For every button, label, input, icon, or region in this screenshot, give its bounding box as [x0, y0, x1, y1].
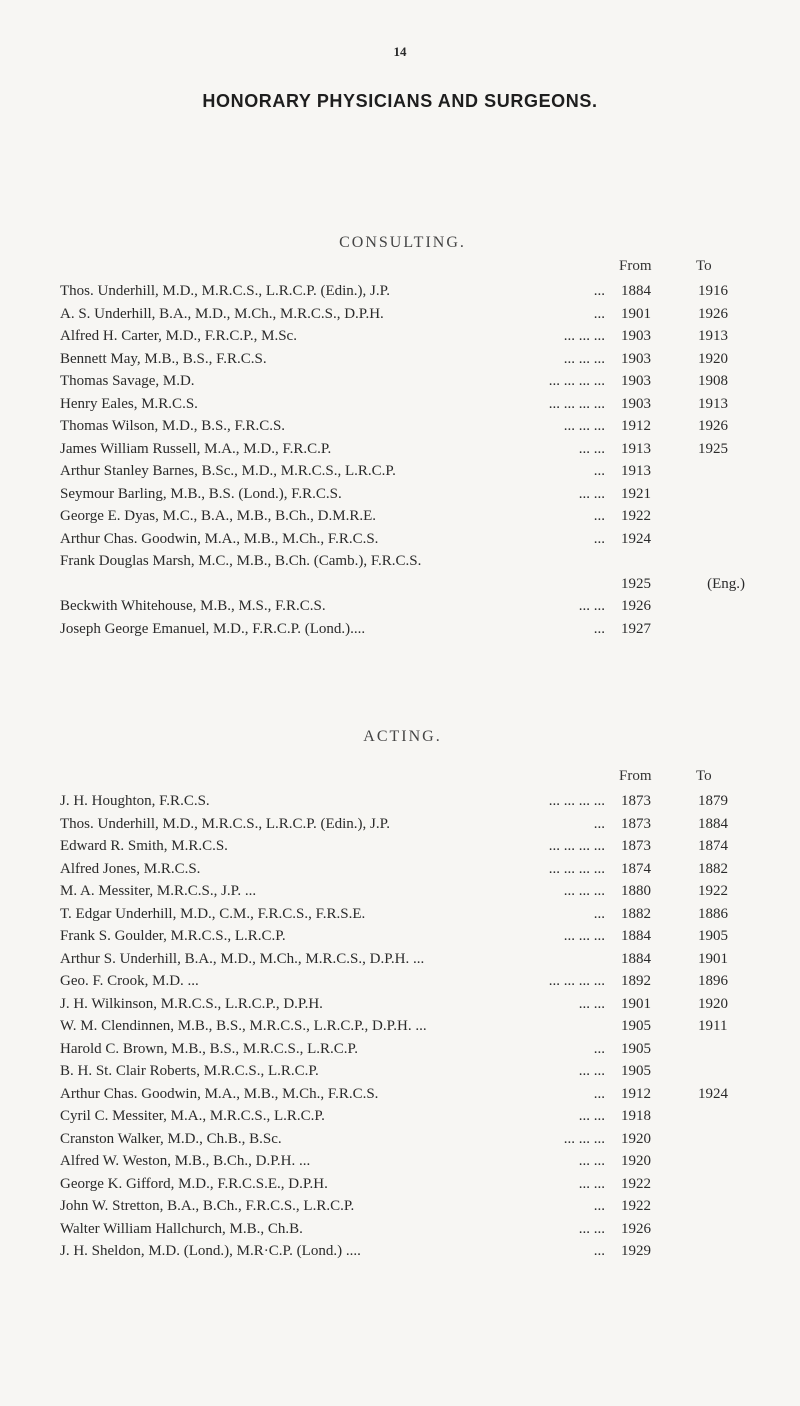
acting-heading: ACTING. — [363, 728, 442, 745]
leader-dots: ... ... — [578, 440, 605, 457]
from-year: 1913 — [621, 440, 651, 457]
to-year: 1901 — [698, 950, 728, 967]
physician-name: Alfred Jones, M.R.C.S. — [60, 860, 201, 877]
from-year: 1873 — [621, 793, 651, 809]
physician-name: W. M. Clendinnen, M.B., B.S., M.R.C.S., L.R.C.P., D.P.H. ... — [60, 1018, 427, 1034]
list-item — [60, 415, 745, 438]
from-year: 1920 — [621, 1153, 651, 1169]
list-item — [60, 925, 745, 948]
col-to-header: To — [696, 768, 712, 784]
list-item — [60, 505, 745, 528]
from-year: 1918 — [621, 1108, 651, 1124]
list-item — [60, 1240, 745, 1263]
leader-dots: ... ... — [578, 1175, 605, 1192]
list-item — [60, 550, 745, 573]
physician-name: Alfred W. Weston, M.B., B.Ch., D.P.H. ... — [60, 1153, 311, 1169]
leader-dots: ... ... ... ... — [548, 838, 605, 854]
list-item — [60, 573, 745, 596]
consulting-heading: CONSULTING. — [339, 234, 466, 251]
leader-dots: ... ... ... — [563, 1130, 605, 1147]
acting-section — [60, 728, 745, 1263]
leader-dots: ... — [593, 620, 605, 637]
physician-name: Henry Eales, M.R.C.S. — [60, 395, 198, 412]
from-year: 1920 — [621, 1130, 651, 1147]
physician-name: Thomas Wilson, M.D., B.S., F.R.C.S. — [60, 418, 286, 434]
leader-dots: ... ... ... — [563, 350, 605, 367]
leader-dots: ... — [593, 1198, 605, 1214]
physician-name: Frank Douglas Marsh, M.C., M.B., B.Ch. (Camb.), F.R.C.S. — [60, 553, 422, 569]
acting-column-headers — [60, 768, 745, 790]
list-item — [60, 528, 745, 551]
leader-dots: ... ... — [578, 1108, 605, 1124]
from-year: 1913 — [621, 463, 651, 479]
from-year: 1901 — [621, 995, 651, 1012]
physician-name: George E. Dyas, M.C., B.A., M.B., B.Ch., D.M.R.E. — [60, 508, 376, 524]
list-item — [60, 1083, 745, 1106]
to-year: 1874 — [698, 838, 728, 854]
to-year: 1882 — [698, 860, 728, 877]
leader-dots: ... ... — [578, 485, 605, 502]
from-year: 1874 — [621, 860, 651, 877]
leader-dots: ... ... ... ... — [548, 373, 605, 389]
physician-name: T. Edgar Underhill, M.D., C.M., F.R.C.S., F.R.S.E. — [60, 905, 366, 922]
leader-dots: ... ... — [578, 1063, 605, 1079]
to-year: 1922 — [698, 883, 728, 899]
from-year: 1926 — [621, 598, 651, 614]
list-item — [60, 1173, 745, 1196]
from-year: 1884 — [621, 928, 651, 944]
physician-name: Arthur Chas. Goodwin, M.A., M.B., M.Ch., F.R.C.S. — [60, 1085, 379, 1102]
from-year: 1905 — [621, 1040, 651, 1057]
leader-dots: ... — [593, 1085, 605, 1102]
from-year: 1901 — [621, 305, 651, 322]
leader-dots: ... ... ... ... — [548, 973, 605, 989]
to-year: 1908 — [698, 373, 728, 389]
leader-dots: ... — [593, 508, 605, 524]
leader-dots: ... ... ... — [563, 883, 605, 899]
list-item — [60, 618, 745, 641]
list-item — [60, 370, 745, 393]
leader-dots: ... — [593, 1243, 605, 1259]
to-year: 1886 — [698, 905, 728, 922]
list-item — [60, 948, 745, 971]
to-year: 1879 — [698, 793, 728, 809]
from-year: 1884 — [621, 283, 651, 299]
physician-name: M. A. Messiter, M.R.C.S., J.P. ... — [60, 883, 257, 899]
list-item — [60, 1038, 745, 1061]
list-item — [60, 970, 745, 993]
leader-dots: ... — [593, 463, 605, 479]
physician-name: James William Russell, M.A., M.D., F.R.C.P. — [60, 440, 332, 457]
physician-name: Bennett May, M.B., B.S., F.R.C.S. — [60, 350, 267, 367]
list-item — [60, 1015, 745, 1038]
leader-dots: ... — [593, 305, 605, 322]
physician-name: George K. Gifford, M.D., F.R.C.S.E., D.P.H. — [60, 1175, 328, 1192]
to-year: 1884 — [698, 815, 728, 832]
physician-name: Edward R. Smith, M.R.C.S. — [60, 838, 228, 854]
consulting-column-headers — [60, 258, 745, 280]
physician-name: Beckwith Whitehouse, M.B., M.S., F.R.C.S. — [60, 598, 326, 614]
list-item — [60, 280, 745, 303]
physician-name: B. H. St. Clair Roberts, M.R.C.S., L.R.C.P. — [60, 1063, 319, 1079]
leader-dots: ... — [593, 905, 605, 922]
list-item — [60, 858, 745, 881]
from-year: 1912 — [621, 1085, 651, 1102]
leader-dots: ... ... — [578, 1153, 605, 1169]
physician-name: J. H. Wilkinson, M.R.C.S., L.R.C.P., D.P.H. — [60, 995, 323, 1012]
col-from-header: From — [619, 768, 652, 784]
list-item — [60, 903, 745, 926]
to-year: 1911 — [698, 1018, 728, 1034]
leader-dots: ... — [593, 1040, 605, 1057]
physician-name: Alfred H. Carter, M.D., F.R.C.P., M.Sc. — [60, 328, 297, 344]
physician-name: Thomas Savage, M.D. — [60, 373, 195, 389]
leader-dots: ... — [593, 815, 605, 832]
from-year: 1892 — [621, 973, 651, 989]
list-item — [60, 790, 745, 813]
page-number: 14 — [393, 44, 407, 59]
leader-dots: ... ... — [578, 598, 605, 614]
to-year: 1905 — [698, 928, 728, 944]
list-item — [60, 1195, 745, 1218]
consulting-section — [60, 234, 745, 640]
physician-name: Arthur Chas. Goodwin, M.A., M.B., M.Ch., F.R.C.S. — [60, 530, 379, 547]
physician-name: J. H. Sheldon, M.D. (Lond.), M.R·C.P. (Lond.) .... — [60, 1243, 361, 1259]
physician-name: John W. Stretton, B.A., B.Ch., F.R.C.S., L.R.C.P. — [60, 1198, 355, 1214]
physician-name: Cranston Walker, M.D., Ch.B., B.Sc. — [60, 1130, 282, 1147]
physician-name: Geo. F. Crook, M.D. ... — [60, 973, 199, 989]
list-item — [60, 325, 745, 348]
list-item — [60, 1128, 745, 1151]
from-year: 1921 — [621, 485, 651, 502]
to-year: 1926 — [698, 418, 728, 434]
from-year: 1927 — [621, 620, 651, 637]
leader-dots: ... ... ... — [563, 328, 605, 344]
physician-name: Arthur Stanley Barnes, B.Sc., M.D., M.R.C.S., L.R.C.P. — [60, 463, 396, 479]
col-to-header: To — [696, 258, 712, 274]
from-year: 1922 — [621, 508, 651, 524]
to-year: 1913 — [698, 395, 728, 412]
leader-dots: ... ... ... ... — [548, 793, 605, 809]
list-item — [60, 348, 745, 371]
from-year: 1884 — [621, 950, 651, 967]
from-year: 1922 — [621, 1198, 651, 1214]
physician-name: Seymour Barling, M.B., B.S. (Lond.), F.R.C.S. — [60, 485, 342, 502]
from-year: 1903 — [621, 395, 651, 412]
leader-dots: ... — [593, 283, 605, 299]
physician-name: Arthur S. Underhill, B.A., M.D., M.Ch., M.R.C.S., D.P.H. ... — [60, 950, 425, 967]
list-item — [60, 1150, 745, 1173]
from-year: 1903 — [621, 328, 651, 344]
page-title: HONORARY PHYSICIANS AND SURGEONS. — [202, 91, 598, 111]
physician-name: J. H. Houghton, F.R.C.S. — [60, 793, 210, 809]
to-year: 1926 — [698, 305, 728, 322]
leader-dots: ... ... ... — [563, 928, 605, 944]
physician-name: Thos. Underhill, M.D., M.R.C.S., L.R.C.P. (Edin.), J.P. — [60, 815, 391, 832]
from-year: 1905 — [621, 1063, 651, 1079]
physician-name: Walter William Hallchurch, M.B., Ch.B. — [60, 1220, 303, 1237]
from-year: 1880 — [621, 883, 651, 899]
physician-name: Cyril C. Messiter, M.A., M.R.C.S., L.R.C.P. — [60, 1108, 325, 1124]
to-year: 1925 — [698, 440, 728, 457]
list-item — [60, 1105, 745, 1128]
list-item — [60, 460, 745, 483]
physician-name: Thos. Underhill, M.D., M.R.C.S., L.R.C.P. (Edin.), J.P. — [60, 283, 391, 299]
leader-dots: ... — [593, 530, 605, 547]
physician-name: Joseph George Emanuel, M.D., F.R.C.P. (Lond.).... — [60, 620, 366, 637]
to-year: 1920 — [698, 995, 728, 1012]
list-item — [60, 1218, 745, 1241]
to-year: 1913 — [698, 328, 728, 344]
to-year: 1924 — [698, 1085, 728, 1102]
to-year: 1896 — [698, 973, 728, 989]
from-year: 1905 — [621, 1018, 651, 1034]
list-item — [60, 993, 745, 1016]
to-year: 1916 — [698, 283, 728, 299]
leader-dots: ... ... ... ... — [548, 860, 605, 877]
leader-dots: ... ... — [578, 1220, 605, 1237]
consulting-list — [60, 280, 745, 640]
from-year: 1873 — [621, 815, 651, 832]
from-year: 1926 — [621, 1220, 651, 1237]
from-year: 1929 — [621, 1243, 651, 1259]
from-year: 1903 — [621, 373, 651, 389]
from-year: 1882 — [621, 905, 651, 922]
list-item — [60, 1060, 745, 1083]
list-item — [60, 438, 745, 461]
list-item — [60, 813, 745, 836]
list-item — [60, 595, 745, 618]
list-item — [60, 393, 745, 416]
from-year: 1924 — [621, 530, 651, 547]
list-item — [60, 880, 745, 903]
to-year: 1920 — [698, 350, 728, 367]
physician-name: Harold C. Brown, M.B., B.S., M.R.C.S., L.R.C.P. — [60, 1040, 358, 1057]
list-item — [60, 483, 745, 506]
leader-dots: ... ... — [578, 995, 605, 1012]
list-item — [60, 303, 745, 326]
from-year: 1873 — [621, 838, 651, 854]
leader-dots: ... ... ... — [563, 418, 605, 434]
from-year: 1925 — [621, 575, 651, 592]
physician-name: (Eng.) — [707, 575, 745, 592]
physician-name: Frank S. Goulder, M.R.C.S., L.R.C.P. — [60, 928, 286, 944]
from-year: 1903 — [621, 350, 651, 367]
acting-list — [60, 790, 745, 1263]
col-from-header: From — [619, 258, 652, 274]
physician-name: A. S. Underhill, B.A., M.D., M.Ch., M.R.C.S., D.P.H. — [60, 305, 384, 322]
list-item — [60, 835, 745, 858]
from-year: 1912 — [621, 418, 651, 434]
from-year: 1922 — [621, 1175, 651, 1192]
leader-dots: ... ... ... ... — [548, 395, 605, 412]
